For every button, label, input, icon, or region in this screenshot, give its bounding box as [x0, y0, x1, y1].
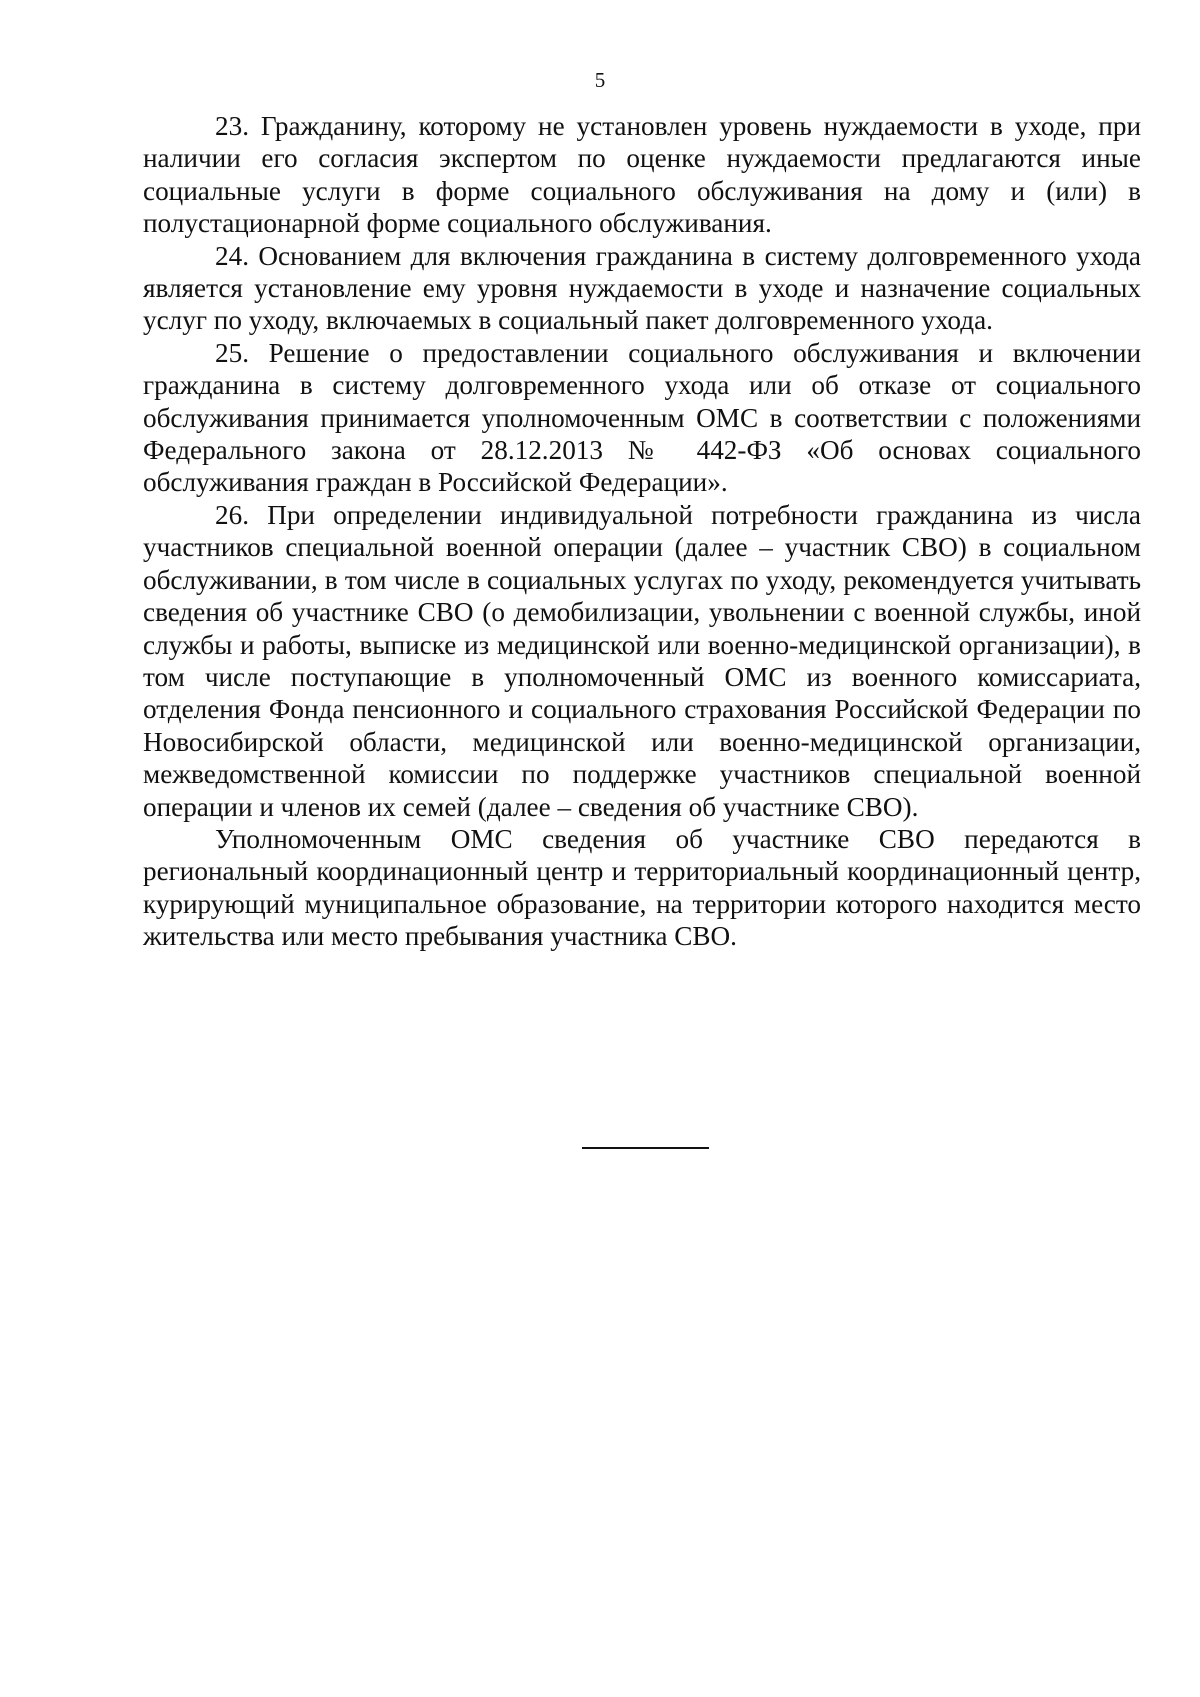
paragraph-23: 23. Гражданину, которому не установлен уровень нуждаемости в уходе, при наличии его согласия экспертом по оценке нуждаемости предлагаются иные социальные услуги в форме социального обслуживания на дому и (или) в полустационарной форме социального обслуживания. [143, 111, 1141, 239]
paragraph-26-continuation: Уполномоченным ОМС сведения об участнике СВО передаются в региональный координационный центр и территориальный координационный центр, курирующий муниципальное образование, на территории которого находится место жительства или место пребывания участника СВО. [143, 823, 1141, 952]
paragraph-26: 26. При определении индивидуальной потребности гражданина из числа участников специальной военной операции (далее – участник СВО) в социальном обслуживании, в том числе в социальных услугах по уходу, рекомендуется учитывать сведения об участнике СВО (о демобилизации, увольнении с военной службы, иной службы и работы, выписке из медицинской или военно-медицинской организации), в том числе поступающие в уполномоченный ОМС из военного комиссариата, отделения Фонда пенсионного и социального страхования Российской Федерации по Новосибирской области, медицинской или военно-медицинской организации, межведомственной комиссии по поддержке участников специальной военной операции и членов их семей (далее – сведения об участнике СВО). [143, 499, 1141, 822]
document-body [143, 110, 1141, 953]
paragraph-25: 25. Решение о предоставлении социального обслуживания и включении гражданина в систему долговременного ухода или об отказе от социального обслуживания принимается уполномоченным ОМС в соответствии с положениями Федерального закона от 28.12.2013 № 442-ФЗ «Об основах социального обслуживания граждан в Российской Федерации». [143, 337, 1141, 498]
end-of-document-rule [582, 1147, 709, 1149]
paragraph-24: 24. Основанием для включения гражданина в систему долговременного ухода является установление ему уровня нуждаемости в уходе и назначение социальных услуг по уходу, включаемых в социальный пакет долговременного ухода. [143, 240, 1141, 336]
page-number: 5 [594, 68, 606, 92]
